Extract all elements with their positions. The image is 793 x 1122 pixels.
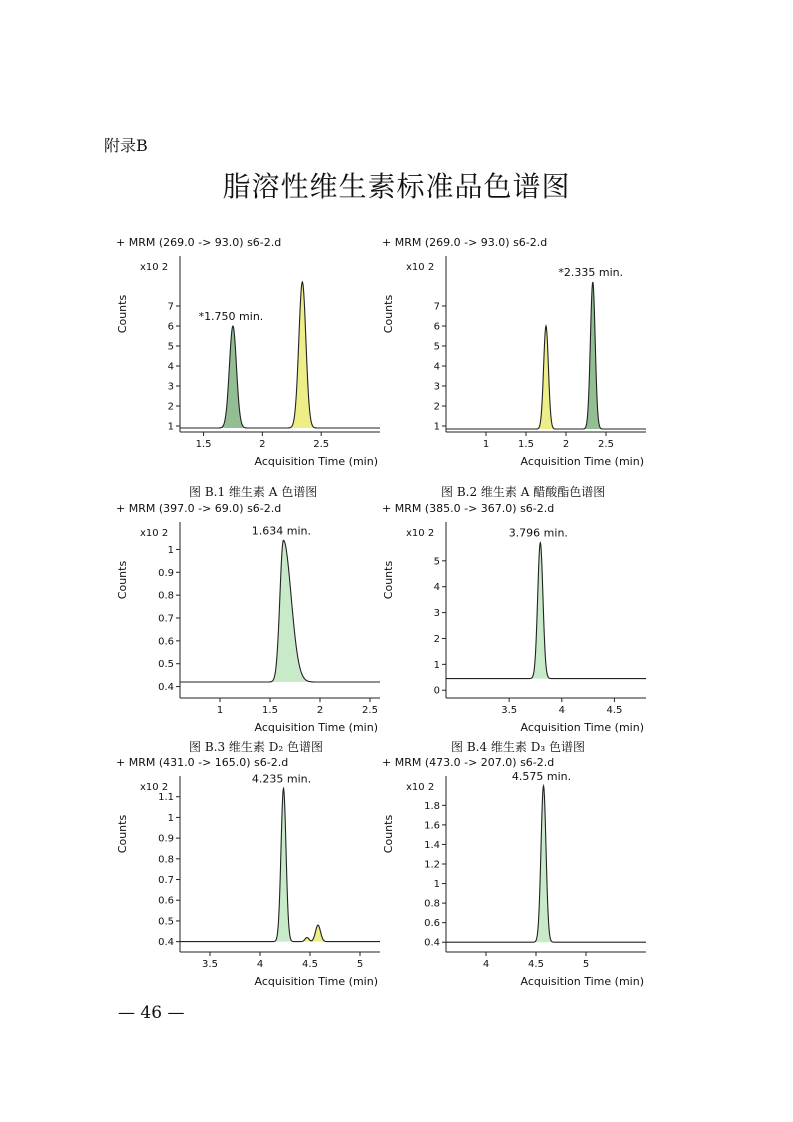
x-tick-label: 4 [256, 959, 264, 970]
chart-header: + MRM (385.0 -> 367.0) s6-2.d [382, 502, 555, 515]
x-tick-label: 4 [558, 705, 565, 716]
y-tick-label: 1 [433, 421, 440, 433]
y-tick-label: 1 [167, 421, 174, 433]
y-tick-label: 0.4 [158, 682, 174, 694]
x-tick-label: 4.5 [606, 705, 623, 716]
peak-label: *1.750 min. [198, 310, 264, 323]
x-axis-label: Acquisition Time (min) [254, 975, 378, 988]
peak-label: 1.634 min. [251, 524, 312, 538]
y-axis-label: Counts [382, 814, 395, 854]
peak-fill [221, 326, 246, 428]
y-tick-label: 0.5 [158, 916, 174, 928]
chromatogram-b4 [378, 498, 650, 743]
y-tick-label: 2 [167, 401, 174, 413]
x-tick-label: 4 [482, 959, 490, 970]
x-tick-label: 1.5 [262, 705, 278, 716]
y-tick-label: 0.8 [158, 854, 174, 866]
y-axis-label: Counts [116, 560, 129, 600]
y-tick-label: 4 [433, 582, 440, 594]
peak-fill [538, 326, 555, 429]
y-tick-label: 1 [167, 812, 174, 824]
y-tick-label: 1.2 [424, 859, 440, 871]
y-tick-label: 6 [433, 321, 440, 333]
x-axis-label: Acquisition Time (min) [254, 721, 378, 734]
chart-header: + MRM (269.0 -> 93.0) s6-2.d [116, 236, 282, 249]
chart-header: + MRM (431.0 -> 165.0) s6-2.d [116, 756, 289, 769]
y-tick-label: 4 [167, 361, 174, 373]
chart-header: + MRM (269.0 -> 93.0) s6-2.d [382, 236, 548, 249]
y-tick-label: 0.9 [158, 833, 174, 845]
peak-fill [309, 925, 327, 942]
caption-b2: 图 B.2 维生素 A 醋酸酯色谱图 [441, 485, 606, 499]
x-tick-label: 1 [482, 439, 490, 450]
caption-b1: 图 B.1 维生素 A 色谱图 [189, 485, 318, 499]
y-axis-label: Counts [116, 294, 129, 334]
chromatogram-b5 [112, 752, 384, 997]
y-tick-label: 3 [433, 381, 440, 393]
y-axis-label: Counts [116, 814, 129, 854]
y-tick-label: 4 [433, 361, 440, 373]
y-axis-label: Counts [382, 560, 395, 600]
y-tick-label: 1.6 [424, 820, 440, 832]
y-tick-label: 0.5 [158, 659, 174, 671]
peak-fill [275, 788, 293, 941]
y-scale-label: x10 2 [406, 262, 435, 273]
signal-trace [180, 282, 380, 428]
x-tick-label: 2.5 [313, 439, 330, 450]
x-axis-label: Acquisition Time (min) [520, 455, 644, 468]
chromatogram-b1 [112, 232, 384, 477]
peak-label: 4.575 min. [511, 769, 572, 783]
y-tick-label: 0.4 [424, 937, 440, 949]
peak-fill [535, 786, 553, 942]
y-tick-label: 1 [433, 879, 440, 891]
chart-header: + MRM (397.0 -> 69.0) s6-2.d [116, 502, 282, 515]
y-tick-label: 1.8 [424, 800, 440, 812]
y-tick-label: 1.4 [424, 839, 440, 851]
appendix-label: 附录B [104, 136, 148, 155]
y-tick-label: 2 [433, 401, 440, 413]
x-tick-label: 2.5 [598, 439, 614, 450]
peak-fill [584, 282, 601, 429]
caption-b4: 图 B.4 维生素 D₃ 色谱图 [451, 740, 585, 754]
y-tick-label: 1.1 [158, 792, 174, 804]
x-tick-label: 2 [562, 439, 570, 450]
y-scale-label: x10 2 [140, 782, 169, 793]
signal-trace [446, 543, 646, 679]
page-number: — 46 — [118, 1003, 185, 1023]
peak-label: 4.235 min. [251, 772, 312, 786]
y-tick-label: 7 [433, 301, 440, 313]
x-tick-label: 1.5 [518, 439, 534, 450]
y-tick-label: 0 [433, 685, 440, 697]
page-title: 脂溶性维生素标准品色谱图 [222, 170, 571, 203]
y-scale-label: x10 2 [406, 528, 435, 539]
y-tick-label: 6 [167, 321, 174, 333]
y-tick-label: 3 [167, 381, 174, 393]
y-tick-label: 5 [433, 556, 440, 568]
x-tick-label: 5 [356, 959, 364, 970]
y-tick-label: 0.7 [158, 875, 174, 887]
x-axis-label: Acquisition Time (min) [520, 975, 644, 988]
y-tick-label: 5 [167, 341, 174, 353]
x-axis-label: Acquisition Time (min) [520, 721, 644, 734]
y-scale-label: x10 2 [140, 528, 169, 539]
y-tick-label: 0.6 [158, 636, 174, 648]
x-tick-label: 4.5 [302, 959, 318, 970]
peak-fill [271, 541, 311, 683]
y-tick-label: 1 [167, 544, 174, 556]
caption-b3: 图 B.3 维生素 D₂ 色谱图 [189, 740, 323, 754]
y-tick-label: 7 [167, 301, 174, 313]
peak-label: *2.335 min. [558, 266, 624, 279]
y-tick-label: 2 [433, 633, 440, 645]
y-tick-label: 0.9 [158, 567, 174, 579]
chromatogram-b3 [112, 498, 384, 743]
y-tick-label: 0.6 [158, 895, 174, 907]
y-tick-label: 5 [433, 341, 440, 353]
x-tick-label: 5 [582, 959, 590, 970]
y-tick-label: 0.8 [424, 898, 440, 910]
chromatogram-b6 [378, 752, 650, 997]
x-tick-label: 1 [216, 705, 224, 716]
y-scale-label: x10 2 [140, 262, 169, 273]
x-tick-label: 4.5 [528, 959, 544, 970]
x-tick-label: 2 [259, 439, 266, 450]
y-tick-label: 0.6 [424, 918, 440, 930]
x-tick-label: 2 [316, 705, 324, 716]
chromatogram-b2 [378, 232, 650, 477]
y-scale-label: x10 2 [406, 782, 435, 793]
x-tick-label: 2.5 [362, 705, 378, 716]
peak-fill [531, 543, 549, 679]
x-axis-label: Acquisition Time (min) [254, 455, 378, 468]
x-tick-label: 3.5 [501, 705, 518, 716]
chart-header: + MRM (473.0 -> 207.0) s6-2.d [382, 756, 555, 769]
y-tick-label: 0.7 [158, 613, 174, 625]
peak-label: 3.796 min. [508, 526, 568, 540]
x-tick-label: 3.5 [202, 959, 218, 970]
y-tick-label: 0.8 [158, 590, 174, 602]
x-tick-label: 1.5 [195, 439, 212, 450]
y-axis-label: Counts [382, 294, 395, 334]
y-tick-label: 3 [433, 608, 440, 620]
y-tick-label: 0.4 [158, 937, 174, 949]
peak-fill [290, 282, 315, 428]
y-tick-label: 1 [433, 659, 440, 671]
